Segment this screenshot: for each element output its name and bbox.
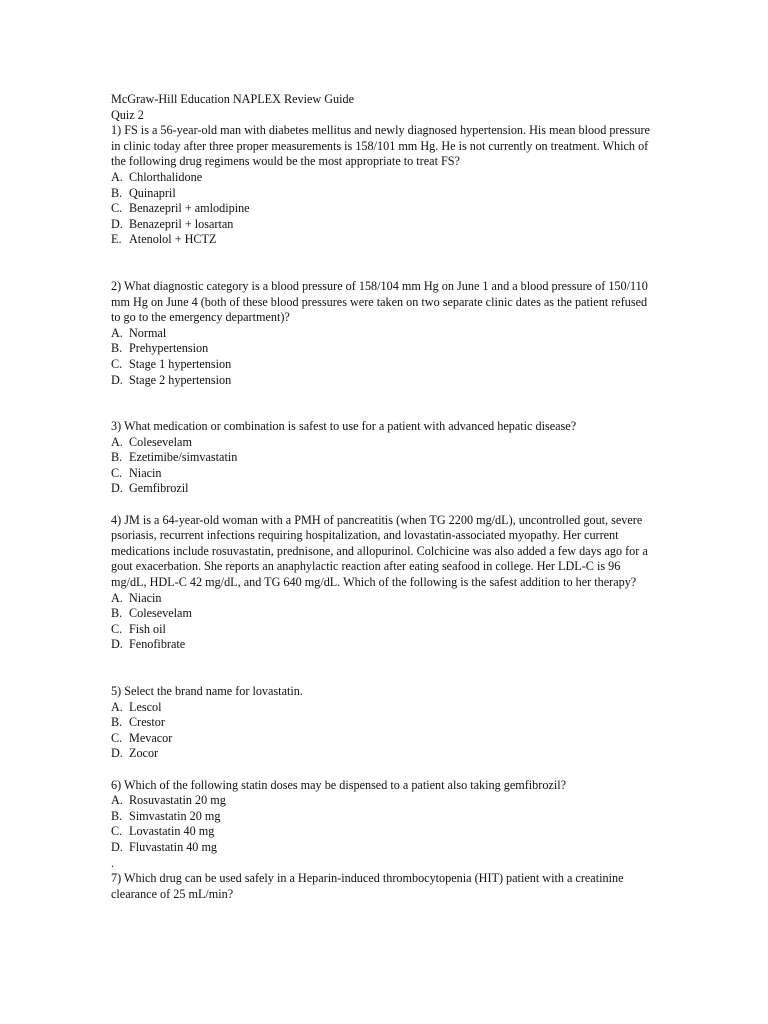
option xyxy=(111,622,656,638)
question-3-stem: 3) What medication or combination is safest to use for a patient with advanced hepatic disease? xyxy=(111,419,577,434)
option xyxy=(111,373,656,389)
stray-mark: . xyxy=(111,855,115,870)
option xyxy=(111,201,656,217)
option-letter: A. xyxy=(111,699,123,714)
option xyxy=(111,466,656,482)
option-text: Stage 1 hypertension xyxy=(129,356,232,371)
quiz-title: Quiz 2 xyxy=(111,107,144,122)
spacer xyxy=(111,497,656,513)
option-letter: C. xyxy=(111,824,123,839)
option xyxy=(111,232,656,248)
question-5-stem: 5) Select the brand name for lovastatin. xyxy=(111,684,303,698)
question-7 xyxy=(111,871,656,902)
option-text: Niacin xyxy=(129,590,162,605)
option-letter: E. xyxy=(111,232,122,247)
option xyxy=(111,746,656,762)
option xyxy=(111,591,656,607)
option-text: Rosuvastatin 20 mg xyxy=(129,793,226,808)
option-letter: B. xyxy=(111,606,123,621)
spacer xyxy=(111,248,656,279)
question-7-stem: 7) Which drug can be used safely in a Heparin-induced thrombocytopenia (HIT) patient with a creatinine clearance of 25 mL/min? xyxy=(111,871,624,901)
option xyxy=(111,809,656,825)
option-text: Chlorthalidone xyxy=(129,169,203,184)
option xyxy=(111,824,656,840)
option-text: Benazepril + amlodipine xyxy=(129,201,250,216)
option-letter: A. xyxy=(111,793,123,808)
option xyxy=(111,481,656,497)
option-letter: C. xyxy=(111,201,123,216)
question-3 xyxy=(111,419,656,497)
option-letter: D. xyxy=(111,637,123,652)
book-title: McGraw-Hill Education NAPLEX Review Guide xyxy=(111,92,355,106)
option-text: Normal xyxy=(129,325,167,340)
option-text: Lescol xyxy=(129,699,162,714)
option-letter: C. xyxy=(111,465,123,480)
option-text: Zocor xyxy=(129,746,159,761)
option-letter: C. xyxy=(111,730,123,745)
option xyxy=(111,606,656,622)
option-letter: B. xyxy=(111,715,123,730)
option-letter: D. xyxy=(111,746,123,761)
question-4 xyxy=(111,513,656,653)
question-4-stem: 4) JM is a 64-year-old woman with a PMH of pancreatitis (when TG 2200 mg/dL), uncontrolled gout, severe psoriasis, recurrent infections requiring hospitalization, and lovastatin-associated myopathy. Her current medications include rosuvastatin, prednisone, and allopurinol. Colchicine was also added a few days ago for a gout exacerbation. She reports an anaphylactic reaction after eating seafood in college. Her LDL-C is 96 mg/dL, HDL-C 42 mg/dL, and TG 640 mg/dL. Which of the following is the safest addition to her therapy? xyxy=(111,512,648,590)
option-letter: D. xyxy=(111,481,123,496)
option xyxy=(111,793,656,809)
option-text: Ezetimibe/simvastatin xyxy=(129,450,238,465)
option-text: Quinapril xyxy=(129,185,176,200)
option-text: Simvastatin 20 mg xyxy=(129,808,221,823)
spacer xyxy=(111,762,656,778)
question-2-stem: 2) What diagnostic category is a blood pressure of 158/104 mm Hg on June 1 and a blood pressure of 150/110 mm Hg on June 4 (both of these blood pressures were taken on two separate clinic dates as the patient refused to go to the emergency department)? xyxy=(111,278,648,325)
option-text: Lovastatin 40 mg xyxy=(129,824,215,839)
option-text: Niacin xyxy=(129,465,162,480)
option-letter: A. xyxy=(111,325,123,340)
spacer xyxy=(111,388,656,419)
question-6 xyxy=(111,778,656,856)
option-letter: C. xyxy=(111,356,123,371)
option-text: Fish oil xyxy=(129,621,166,636)
option-letter: B. xyxy=(111,450,123,465)
option-text: Colesevelam xyxy=(129,434,192,449)
option xyxy=(111,450,656,466)
question-2 xyxy=(111,279,656,388)
option-text: Colesevelam xyxy=(129,606,192,621)
option-text: Stage 2 hypertension xyxy=(129,372,232,387)
question-1 xyxy=(111,123,656,248)
option-letter: D. xyxy=(111,216,123,231)
option-text: Gemfibrozil xyxy=(129,481,189,496)
option-text: Benazepril + losartan xyxy=(129,216,234,231)
option xyxy=(111,637,656,653)
question-5 xyxy=(111,684,656,762)
option xyxy=(111,731,656,747)
option xyxy=(111,357,656,373)
option xyxy=(111,217,656,233)
option-text: Crestor xyxy=(129,715,165,730)
option-letter: B. xyxy=(111,341,123,356)
option xyxy=(111,435,656,451)
option-letter: D. xyxy=(111,372,123,387)
option-letter: D. xyxy=(111,839,123,854)
option-letter: A. xyxy=(111,434,123,449)
option-letter: A. xyxy=(111,590,123,605)
option-letter: A. xyxy=(111,169,123,184)
option xyxy=(111,341,656,357)
option-text: Fenofibrate xyxy=(129,637,186,652)
option xyxy=(111,170,656,186)
option-text: Prehypertension xyxy=(129,341,209,356)
question-1-stem: 1) FS is a 56-year-old man with diabetes mellitus and newly diagnosed hypertension. His mean blood pressure in clinic today after three proper measurements is 158/101 mm Hg. He is not currently on treatment. Which of the following drug regimens would be the most appropriate to treat FS? xyxy=(111,123,650,169)
option xyxy=(111,186,656,202)
option-letter: B. xyxy=(111,185,123,200)
spacer xyxy=(111,653,656,684)
option-text: Atenolol + HCTZ xyxy=(129,232,217,247)
option xyxy=(111,715,656,731)
option-text: Fluvastatin 40 mg xyxy=(129,839,218,854)
option xyxy=(111,700,656,716)
question-6-stem: 6) Which of the following statin doses may be dispensed to a patient also taking gemfibrozil? xyxy=(111,777,567,792)
option-text: Mevacor xyxy=(129,730,173,745)
document-page xyxy=(111,92,656,902)
option-letter: C. xyxy=(111,621,123,636)
option xyxy=(111,840,656,856)
option xyxy=(111,326,656,342)
option-letter: B. xyxy=(111,808,123,823)
